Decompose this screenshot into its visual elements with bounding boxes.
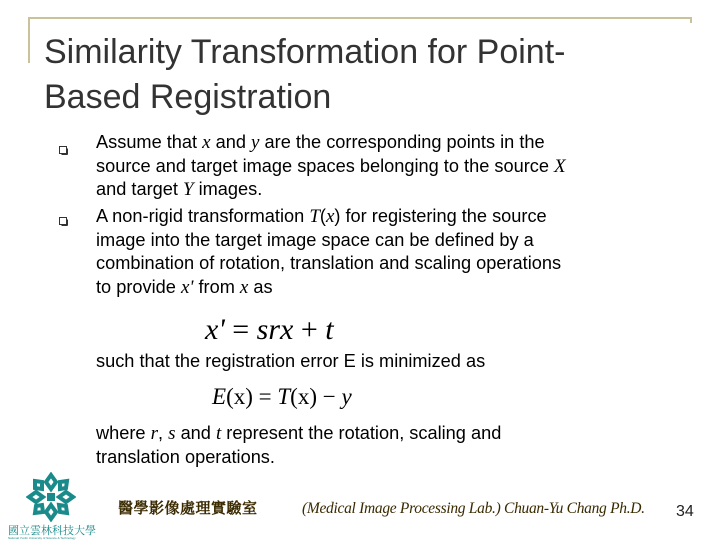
slide-title-line-2: Based Registration	[44, 78, 332, 116]
equation-similarity-transform: x' = srx + t	[205, 313, 334, 346]
title-frame-right	[690, 17, 692, 23]
slide-title	[44, 30, 684, 120]
university-name-chinese: 國立雲林科技大學	[8, 525, 96, 537]
bullet-2-line-2: image into the target image space can be defined by a	[96, 229, 534, 250]
hollow-square-icon	[59, 217, 68, 226]
bullet-2-line-3: combination of rotation, translation and scaling operations	[96, 253, 562, 274]
title-frame-left	[28, 17, 30, 63]
page-number: 34	[676, 503, 694, 520]
university-logo-icon	[26, 472, 76, 527]
equation-registration-error: E(x) = T(x) − y	[212, 384, 352, 409]
bullet-1-line-1: Assume that x and y are the corresponding points in the	[96, 132, 545, 153]
closing-line-1: where r, s and t represent the rotation, scaling and	[96, 423, 502, 444]
title-frame-top	[30, 17, 692, 19]
hollow-square-icon	[59, 146, 68, 155]
text-after-equation-1: such that the registration error E is minimized as	[96, 351, 486, 371]
bullet-1-line-3: and target Y images.	[96, 179, 263, 201]
university-name-english: National Yunlin University of Science & Technology	[8, 536, 76, 540]
bullet-2-line-1: A non-rigid transformation T(x) for registering the source	[96, 206, 547, 227]
bullet-1-text	[96, 131, 686, 202]
slide-title-line-1: Similarity Transformation for Point-	[44, 33, 566, 71]
bullet-1-line-2: source and target image spaces belonging to the source X	[96, 155, 566, 177]
bullet-2-text	[96, 205, 686, 299]
closing-line-2: translation operations.	[96, 446, 275, 467]
closing-text	[96, 422, 686, 469]
footer-lab-chinese: 醫學影像處理實驗室	[118, 499, 258, 517]
footer-lab-english: (Medical Image Processing Lab.) Chuan-Yu Chang Ph.D.	[302, 500, 645, 517]
bullet-2-line-4: to provide x' from x as	[96, 276, 273, 298]
